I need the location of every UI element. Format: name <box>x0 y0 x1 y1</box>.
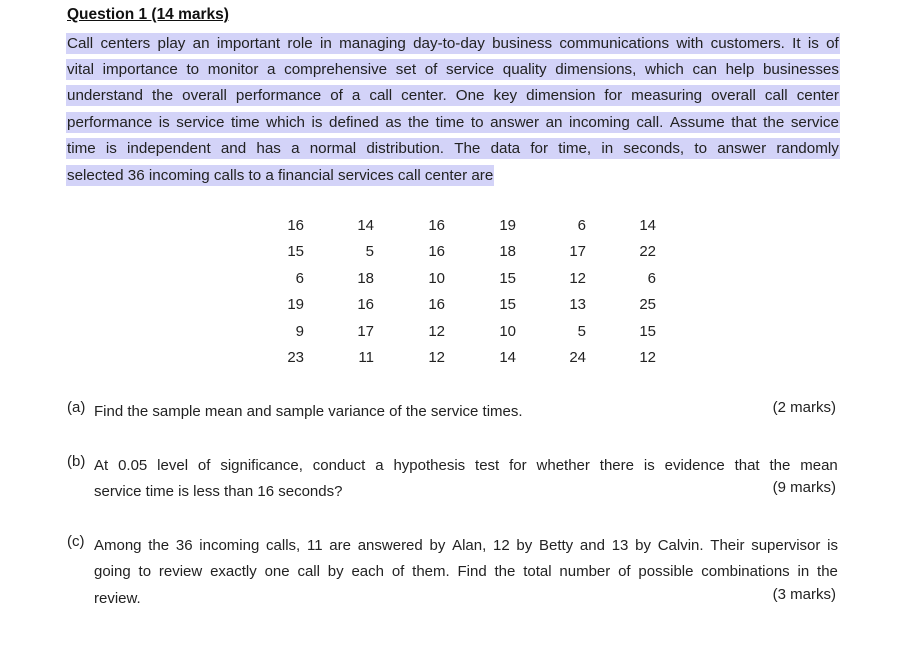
part-a-line: Find the sample mean and sample variance of the service times. <box>94 403 523 420</box>
table-cell: 16 <box>428 217 445 234</box>
table-row <box>0 319 920 345</box>
table-cell: 19 <box>287 296 304 314</box>
table-cell: 15 <box>287 243 304 261</box>
table-cell: 19 <box>499 217 516 234</box>
intro-line <box>66 83 840 109</box>
table-cell: 16 <box>428 243 445 261</box>
intro-line <box>66 162 840 188</box>
table-cell: 9 <box>295 322 304 340</box>
intro-text: Call centers play an important role in managing day-to-day business communications with customers. It is of <box>67 34 839 52</box>
table-cell: 22 <box>639 243 656 261</box>
part-a-label: (a) <box>67 399 86 416</box>
table-cell: 11 <box>358 348 374 366</box>
table-cell: 12 <box>428 348 445 366</box>
part-c-line: Among the 36 incoming calls, 11 are answered by Alan, 12 by Betty and 13 by Calvin. Their supervisor is <box>94 537 838 554</box>
table-row <box>0 239 920 265</box>
intro-line <box>66 30 840 56</box>
table-cell: 5 <box>365 243 374 261</box>
question-title: Question 1 (14 marks) <box>67 6 229 23</box>
part-c-text <box>94 533 838 612</box>
table-cell: 6 <box>647 269 656 287</box>
table-cell: 23 <box>287 348 304 366</box>
part-b-line: At 0.05 level of significance, conduct a hypothesis test for whether there is evidence that the mean <box>94 457 838 474</box>
part-c-line: going to review exactly one call by each of them. Find the total number of possible combinations in the <box>94 563 838 581</box>
table-row <box>0 345 920 371</box>
table-cell: 13 <box>569 296 586 314</box>
intro-text: performance is service time which is defined as the time to answer an incoming call. Assume that the service <box>67 113 839 131</box>
table-cell: 12 <box>428 322 445 340</box>
intro-line <box>66 136 840 162</box>
table-cell: 17 <box>357 322 374 340</box>
table-cell: 15 <box>499 296 516 314</box>
table-cell: 16 <box>428 296 445 314</box>
table-cell: 6 <box>577 217 586 234</box>
table-cell: 6 <box>295 269 304 287</box>
table-cell: 10 <box>428 269 445 287</box>
table-cell: 14 <box>639 217 656 234</box>
service-time-table <box>0 213 920 371</box>
table-cell: 16 <box>357 296 374 314</box>
table-cell: 15 <box>639 322 656 340</box>
table-cell: 25 <box>639 296 656 314</box>
question-intro <box>66 30 840 188</box>
part-b-label: (b) <box>67 453 86 470</box>
intro-text: selected 36 incoming calls to a financial services call center are <box>67 166 494 184</box>
table-cell: 14 <box>357 217 374 234</box>
table-cell: 18 <box>499 243 516 261</box>
table-cell: 24 <box>569 348 586 366</box>
part-c-label: (c) <box>67 533 85 550</box>
part-b-text <box>94 453 838 506</box>
table-cell: 12 <box>639 348 656 366</box>
part-a-marks: (2 marks) <box>772 399 836 416</box>
table-cell: 10 <box>499 322 516 340</box>
intro-text: understand the overall performance of a call center. One key dimension for measuring overall call center <box>67 87 839 105</box>
table-cell: 17 <box>569 243 586 261</box>
table-cell: 18 <box>357 269 374 287</box>
table-cell: 12 <box>569 269 586 287</box>
part-c-marks: (3 marks) <box>772 585 836 603</box>
table-row <box>0 213 920 239</box>
intro-text: vital importance to monitor a comprehensive set of service quality dimensions, which can help businesses <box>67 61 839 79</box>
part-c-line: review. <box>94 589 141 607</box>
intro-line <box>66 109 840 135</box>
part-b-line: service time is less than 16 seconds? <box>94 483 343 501</box>
table-row <box>0 266 920 292</box>
table-row <box>0 292 920 318</box>
part-a-text <box>94 399 838 425</box>
table-cell: 14 <box>499 348 516 366</box>
table-cell: 5 <box>577 322 586 340</box>
table-cell: 16 <box>287 217 304 234</box>
table-cell: 15 <box>499 269 516 287</box>
part-b-marks: (9 marks) <box>772 479 836 497</box>
intro-text: time is independent and has a normal distribution. The data for time, in seconds, to answer randomly <box>67 140 839 158</box>
intro-line <box>66 56 840 82</box>
